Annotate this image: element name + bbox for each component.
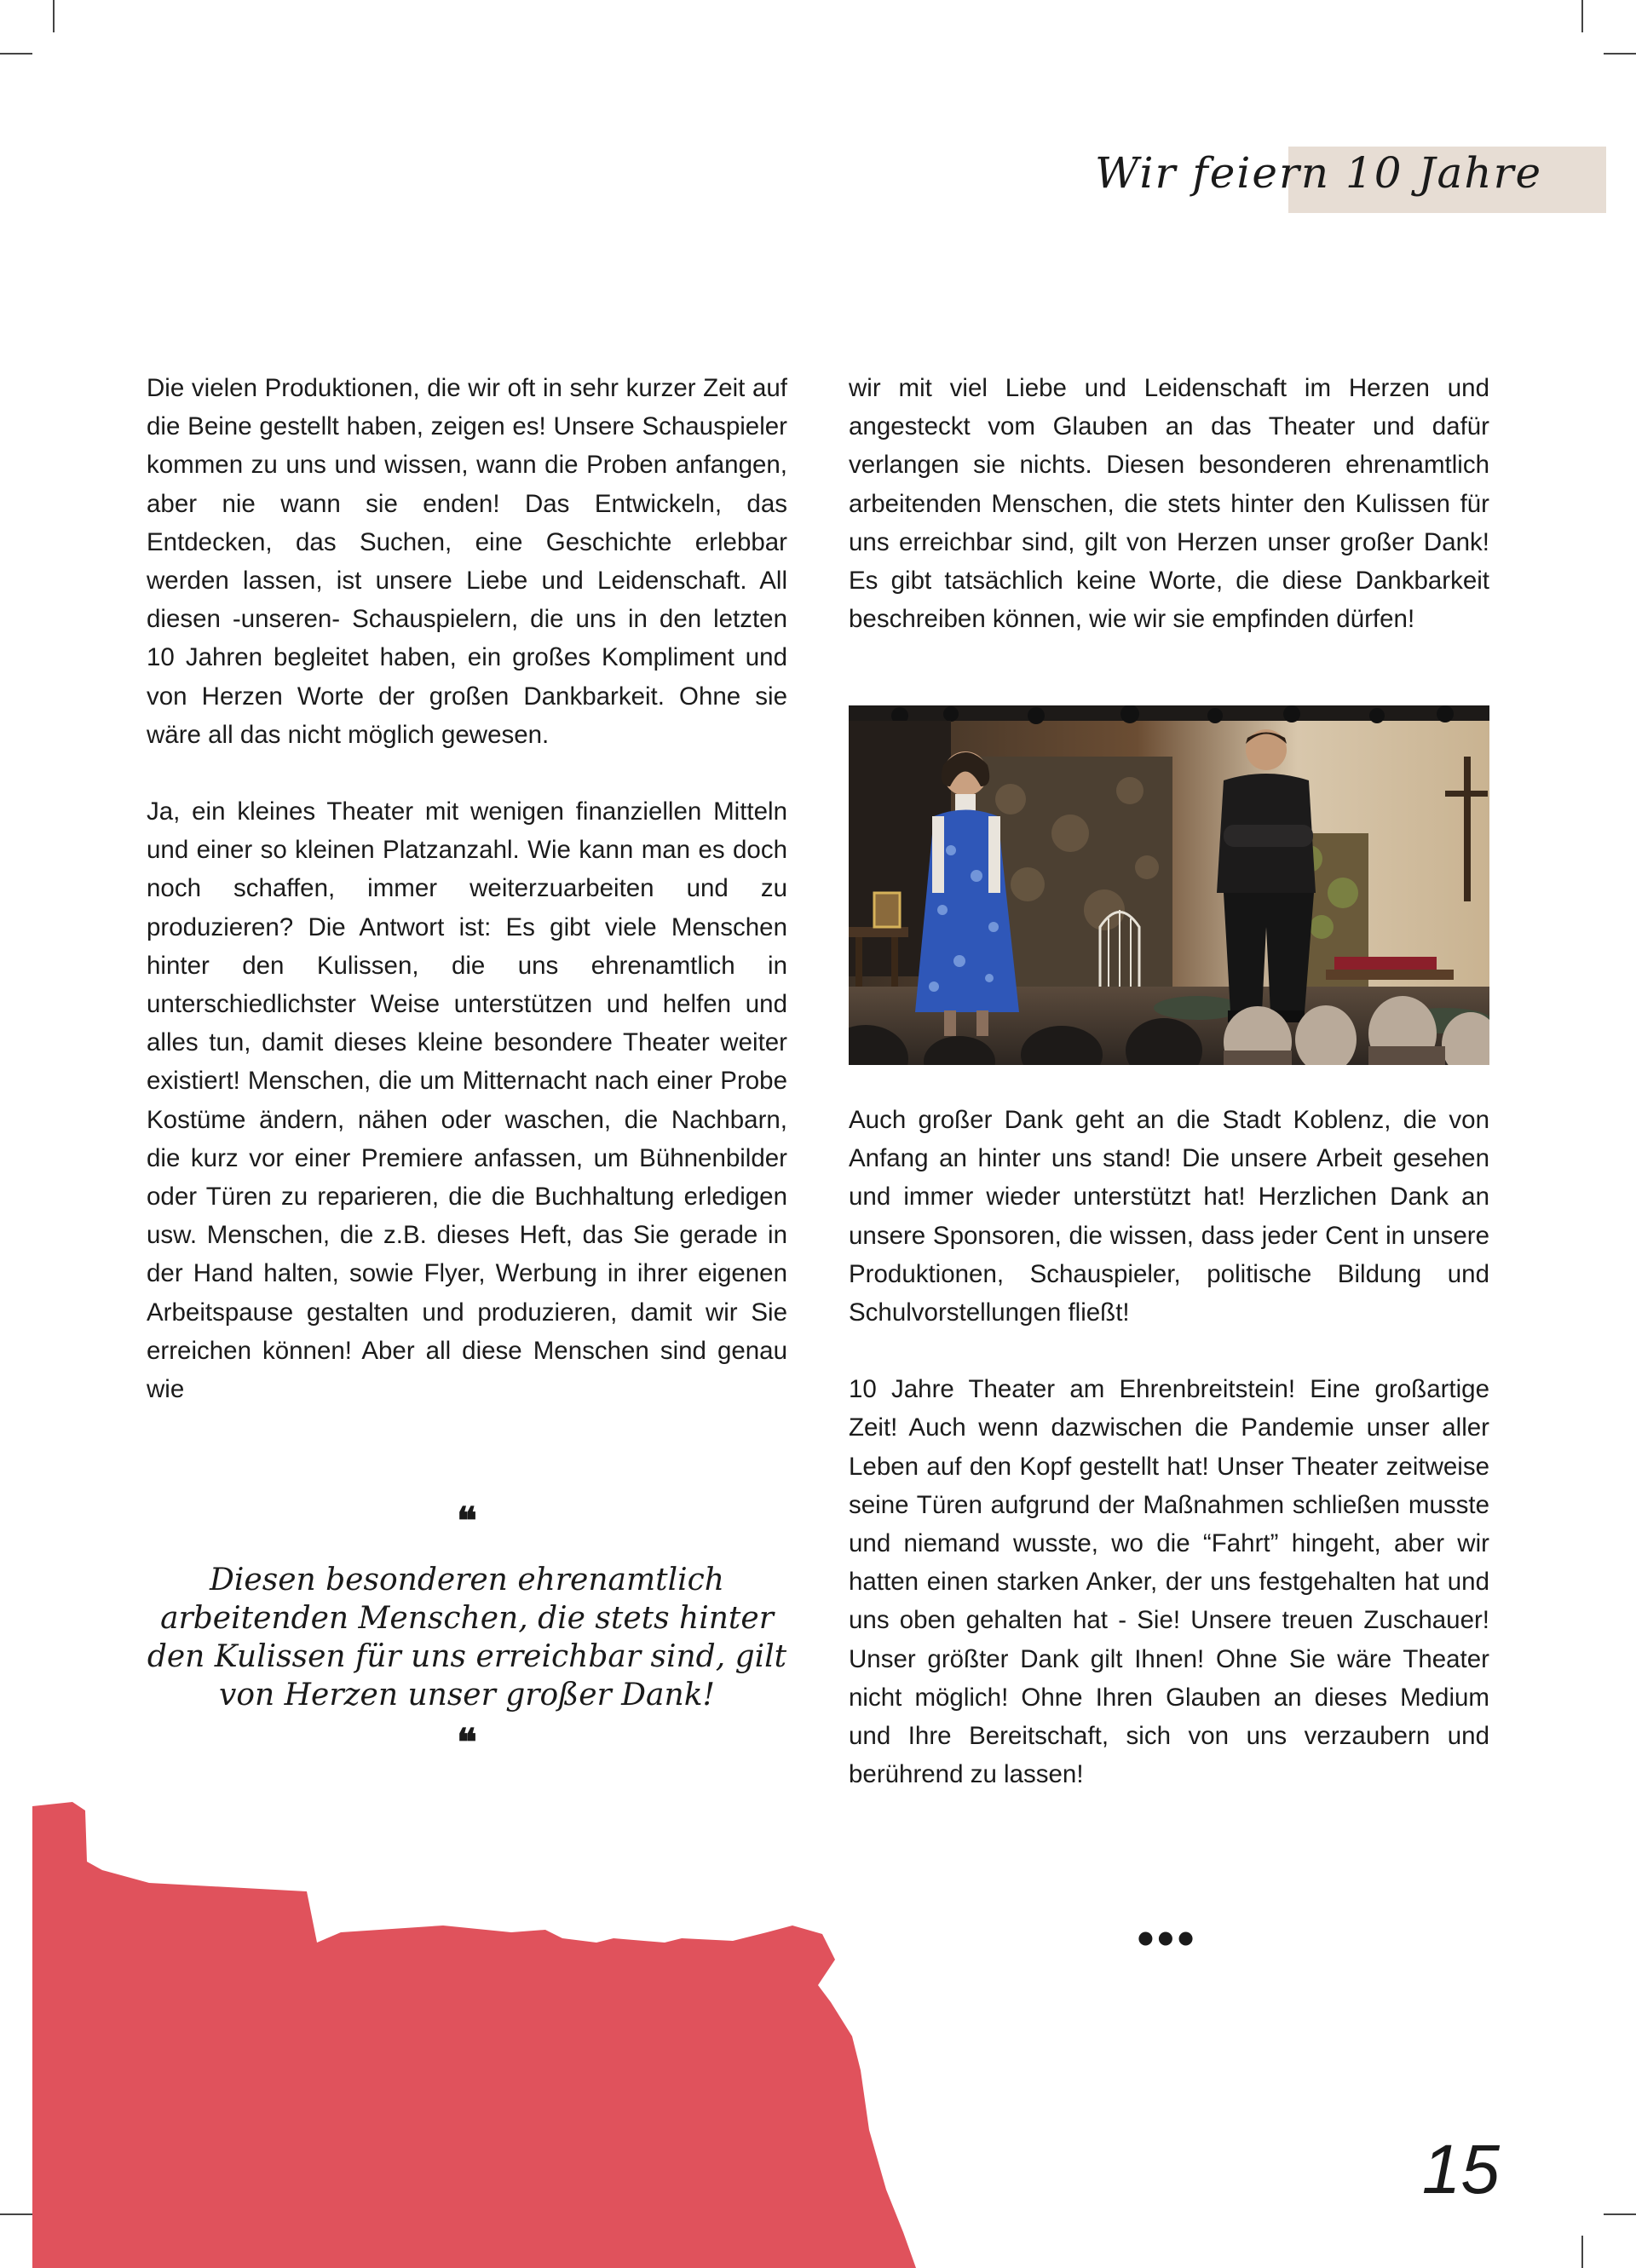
header-highlight: 10 Jahre	[1345, 148, 1543, 198]
crop-mark	[1581, 0, 1583, 32]
section-header	[1095, 147, 1606, 216]
pull-quote: Diesen besonderen ehrenamtlich arbeitenden Menschen, die stets hinter den Kulissen für uns erreichbar sind, gilt von Herzen unser großer Dank!	[147, 1563, 787, 1713]
page-number: 15	[1421, 2131, 1500, 2208]
end-marker: •••	[1137, 1911, 1198, 1965]
stage-photo	[849, 705, 1489, 1065]
left-column	[147, 369, 787, 1447]
crop-mark	[1581, 2236, 1583, 2268]
red-skyline-shape	[0, 1789, 954, 2268]
quote-open-mark: ❝	[457, 1500, 477, 1543]
crop-mark	[53, 0, 55, 32]
paragraph: Die vielen Produktionen, die wir oft in sehr kurzer Zeit auf die Beine gestellt haben, zeigen es! Unsere Schauspieler kommen zu uns und wissen, wann die Proben anfangen, aber nie wann sie enden! Das Entwickeln, das Entdecken, das Suchen, eine Geschichte erlebbar werden lassen, ist unsere Liebe und Leidenschaft. All diesen -unseren- Schauspielern, die uns in den letzten 10 Jahren begleitet haben, ein großes Kompliment und von Herzen Worte der großen Dankbarkeit. Ohne sie wäre all das nicht möglich gewesen.	[147, 374, 787, 749]
header-title	[1095, 148, 1542, 198]
paragraph: Ja, ein kleines Theater mit wenigen finanziellen Mitteln und einer so kleinen Platzanzahl. Wie kann man es doch noch schaffen, immer weiterzuarbeiten und zu produzieren? Die Antwort ist: Es gibt viele Menschen hinter den Kulissen, die uns ehrenamtlich in unterschiedlichster Weise unterstützen und helfen und alles tun, damit dieses kleine besondere Theater weiter existiert! Menschen, die um Mitternacht nach einer Probe Kostüme ändern, nähen oder waschen, die Nachbarn, die kurz vor einer Premiere anfassen, um Bühnenbilder oder Türen zu reparieren, die die Buchhaltung erledigen usw. Menschen, die z.B. dieses Heft, das Sie gerade in der Hand halten, sowie Flyer, Werbung in ihrer eigenen Arbeitspause gestalten und produzieren, damit wir Sie erreichen können! Aber all diese Menschen sind genau wie	[147, 797, 787, 1404]
quote-close-mark: ❝	[457, 1721, 477, 1764]
right-column-top	[849, 369, 1489, 676]
paragraph: 10 Jahre Theater am Ehrenbreitstein! Eine großartige Zeit! Auch wenn dazwischen die Pandemie unser aller Leben auf den Kopf gestellt hat! Unser Theater zeitweise seine Türen aufgrund der Maßnahmen schließen musste und niemand wusste, wo die “Fahrt” hingeht, aber wir hatten einen starken Anker, der uns festgehalten hat und uns oben gehalten hat - Sie! Unsere treuen Zuschauer! Unser größter Dank gilt Ihnen! Ohne Sie wäre Theater nicht möglich! Ohne Ihren Glauben an dieses Medium und Ihre Bereitschaft, sich von uns verzaubern und berührend zu lassen!	[849, 1375, 1489, 1789]
crop-mark	[1604, 2213, 1636, 2215]
crop-mark	[1604, 53, 1636, 55]
header-lead: Wir feiern	[1095, 148, 1331, 198]
paragraph: wir mit viel Liebe und Leidenschaft im Herzen und angesteckt vom Glauben an das Theater und dafür verlangen sie nichts. Diesen besonderen ehrenamtlich arbeitenden Menschen, die stets hinter den Kulissen für uns erreichbar sind, gilt von Herzen unser großer Dank! Es gibt tatsächlich keine Worte, die diese Dankbarkeit beschreiben können, wie wir sie empfinden dürfen!	[849, 374, 1489, 634]
crop-mark	[0, 53, 32, 55]
right-column-bottom	[849, 1101, 1489, 1832]
paragraph: Auch großer Dank geht an die Stadt Koblenz, die von Anfang an hinter uns stand! Die unsere Arbeit gesehen und immer wieder unterstützt hat! Herzlichen Dank an unsere Sponsoren, die wissen, dass jeder Cent in unsere Produktionen, Schauspieler, politische Bildung und Schulvorstellungen fließt!	[849, 1106, 1489, 1327]
